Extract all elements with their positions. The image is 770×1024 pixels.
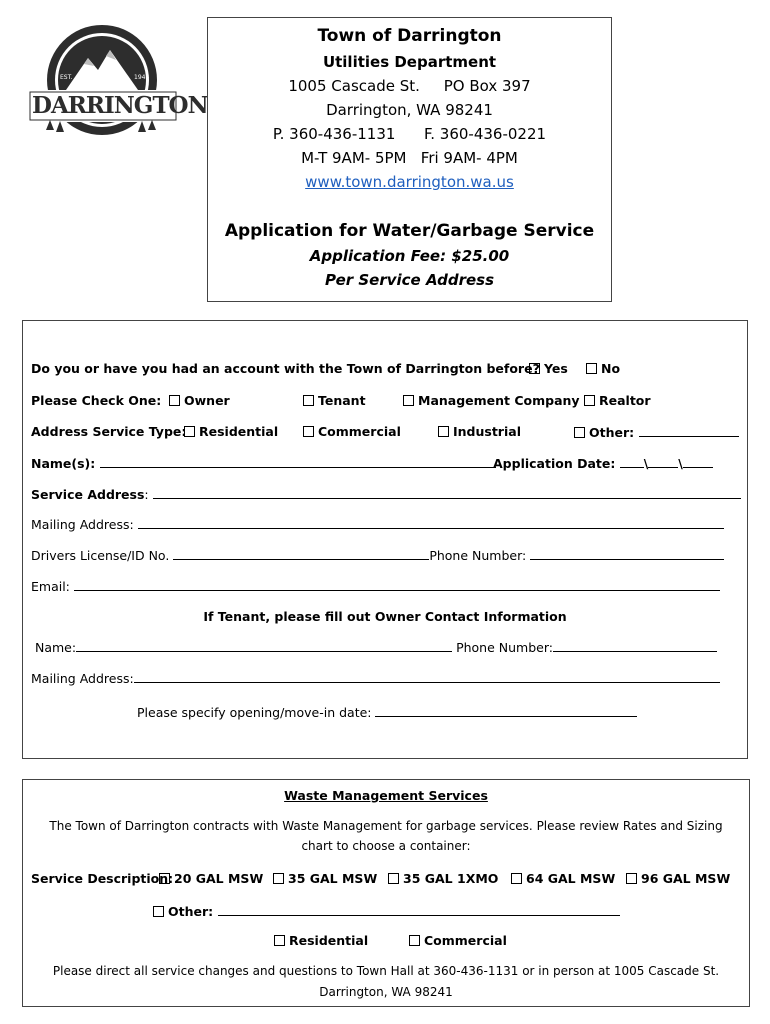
no-checkbox[interactable] — [586, 363, 597, 374]
street-address: 1005 Cascade St. PO Box 397 — [288, 77, 531, 95]
date-month-field[interactable] — [620, 455, 644, 468]
container-64-option[interactable]: 64 GAL MSW — [511, 871, 615, 886]
waste-commercial-option[interactable]: Commercial — [409, 933, 507, 948]
application-fee: Application Fee: $25.00 — [309, 247, 510, 265]
owner-name-label: Name: — [35, 640, 77, 655]
owner-mailing-field[interactable] — [134, 670, 720, 683]
service-address-row: Service Address: — [31, 486, 741, 502]
tenant-checkbox[interactable] — [303, 395, 314, 406]
prior-account-yes[interactable]: Yes — [529, 361, 568, 376]
waste-management-box — [22, 779, 750, 1007]
container-other-field[interactable] — [218, 903, 620, 916]
other-type-option[interactable]: Other: — [574, 424, 739, 440]
commercial-type-option[interactable]: Commercial — [303, 424, 401, 439]
owner-checkbox[interactable] — [169, 395, 180, 406]
phone-field[interactable] — [530, 547, 724, 560]
management-company-option[interactable]: Management Company — [403, 393, 580, 408]
phone-fax: P. 360-436-1131 F. 360-436-0221 — [272, 125, 547, 143]
email-label: Email: — [31, 579, 70, 594]
footer-line2: Darrington, WA 98241 — [319, 985, 453, 999]
owner-phone-field[interactable] — [553, 639, 717, 652]
realtor-option[interactable]: Realtor — [584, 393, 651, 408]
owner-name-row — [35, 639, 717, 655]
waste-intro-line1: The Town of Darrington contracts with Waste Management for garbage services. Please review Rates and Sizing — [49, 819, 723, 833]
move-in-label: Please specify opening/move-in date: — [137, 705, 372, 720]
owner-mailing-label: Mailing Address: — [31, 671, 134, 686]
date-separator: \ — [678, 456, 683, 471]
service-address-field[interactable] — [153, 486, 741, 499]
per-service-address: Per Service Address — [324, 271, 494, 289]
department-name: Utilities Department — [322, 53, 497, 71]
container-64-checkbox[interactable] — [511, 873, 522, 884]
website-link[interactable]: www.town.darrington.wa.us — [305, 173, 514, 191]
names-label: Name(s): — [31, 456, 96, 471]
owner-name-field[interactable] — [76, 639, 452, 652]
service-type-label: Address Service Type: — [31, 424, 187, 439]
container-96-checkbox[interactable] — [626, 873, 637, 884]
date-day-field[interactable] — [648, 455, 678, 468]
yes-checkbox[interactable] — [529, 363, 540, 374]
tenant-option[interactable]: Tenant — [303, 393, 366, 408]
mailing-address-label: Mailing Address: — [31, 517, 134, 532]
container-other-checkbox[interactable] — [153, 906, 164, 917]
email-row — [31, 578, 720, 594]
waste-heading: Waste Management Services — [284, 788, 488, 803]
drivers-license-field[interactable] — [173, 547, 429, 560]
date-separator: \ — [643, 456, 649, 471]
application-date-label: Application Date: — [493, 456, 616, 471]
header-box — [207, 17, 612, 302]
industrial-type-option[interactable]: Industrial — [438, 424, 521, 439]
service-address-label: Service Address — [31, 487, 145, 502]
logo-est-label: EST. — [60, 74, 73, 81]
management-company-checkbox[interactable] — [403, 395, 414, 406]
container-20-checkbox[interactable] — [159, 873, 170, 884]
waste-residential-option[interactable]: Residential — [274, 933, 368, 948]
application-form-box — [22, 320, 748, 759]
date-year-field[interactable] — [683, 455, 713, 468]
names-row — [31, 455, 496, 471]
service-description-label: Service Description: — [31, 871, 174, 886]
town-seal-graphic — [26, 20, 208, 150]
container-35-monthly-checkbox[interactable] — [388, 873, 399, 884]
commercial-type-checkbox[interactable] — [303, 426, 314, 437]
email-field[interactable] — [74, 578, 720, 591]
mailing-address-field[interactable] — [138, 516, 724, 529]
container-other-option[interactable]: Other: — [153, 903, 620, 919]
office-hours: M-T 9AM- 5PM Fri 9AM- 4PM — [301, 149, 518, 167]
industrial-type-checkbox[interactable] — [438, 426, 449, 437]
owner-mailing-row — [31, 670, 720, 686]
town-logo — [26, 20, 208, 150]
container-35-checkbox[interactable] — [273, 873, 284, 884]
container-35-option[interactable]: 35 GAL MSW — [273, 871, 377, 886]
logo-year-label: 1945 — [134, 74, 150, 81]
owner-phone-label: Phone Number: — [456, 640, 553, 655]
logo-town-of: town of — [88, 73, 119, 82]
waste-commercial-checkbox[interactable] — [409, 935, 420, 946]
drivers-license-label: Drivers License/ID No. — [31, 548, 170, 563]
waste-intro-line2: chart to choose a container: — [301, 839, 471, 853]
residential-type-option[interactable]: Residential — [184, 424, 278, 439]
footer-line1: Please direct all service changes and questions to Town Hall at 360-436-1131 or in person at 1005 Cascade St. — [52, 964, 720, 978]
city-state-zip: Darrington, WA 98241 — [326, 101, 493, 119]
other-type-checkbox[interactable] — [574, 427, 585, 438]
town-title: Town of Darrington — [317, 26, 502, 46]
prior-account-question: Do you or have you had an account with the Town of Darrington before? — [31, 361, 540, 376]
other-type-field[interactable] — [639, 424, 739, 437]
container-96-option[interactable]: 96 GAL MSW — [626, 871, 730, 886]
tenant-heading: If Tenant, please fill out Owner Contact Information — [203, 609, 567, 624]
prior-account-no[interactable]: No — [586, 361, 620, 376]
form-title: Application for Water/Garbage Service — [224, 221, 595, 241]
logo-name: DARRINGTON — [32, 92, 208, 119]
mailing-address-row — [31, 516, 724, 532]
names-field[interactable] — [100, 455, 496, 468]
residential-type-checkbox[interactable] — [184, 426, 195, 437]
move-in-row — [137, 704, 637, 720]
container-20-option[interactable]: 20 GAL MSW — [159, 871, 263, 886]
phone-label: Phone Number: — [429, 548, 527, 563]
application-date-row — [493, 455, 713, 471]
container-35-monthly-option[interactable]: 35 GAL 1XMO — [388, 871, 498, 886]
check-one-label: Please Check One: — [31, 393, 162, 408]
owner-option[interactable]: Owner — [169, 393, 230, 408]
drivers-license-row — [31, 547, 724, 563]
move-in-date-field[interactable] — [375, 704, 637, 717]
waste-residential-checkbox[interactable] — [274, 935, 285, 946]
realtor-checkbox[interactable] — [584, 395, 595, 406]
